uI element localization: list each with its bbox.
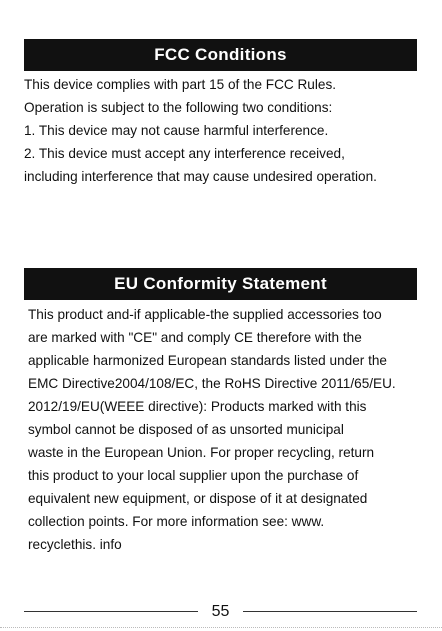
footer-rule-right — [243, 611, 417, 612]
eu-line: This product and-if applicable-the supplied accessories too — [28, 307, 382, 322]
eu-line: collection points. For more information see: www. — [28, 514, 325, 529]
eu-line: applicable harmonized European standards listed under the — [28, 353, 387, 368]
eu-line: symbol cannot be disposed of as unsorted municipal — [28, 422, 344, 437]
eu-line: 2012/19/EU(WEEE directive): Products marked with this — [28, 399, 367, 414]
eu-line: waste in the European Union. For proper recycling, return — [28, 445, 375, 460]
fcc-conditions-text — [24, 73, 377, 188]
fcc-line: 2. This device must accept any interference received, — [24, 146, 345, 161]
eu-conformity-heading — [24, 268, 417, 300]
eu-conformity-title: EU Conformity Statement — [114, 274, 327, 293]
bottom-edge-divider — [0, 627, 442, 628]
fcc-line: including interference that may cause undesired operation. — [24, 169, 377, 184]
footer-rule-left — [24, 611, 198, 612]
fcc-line: Operation is subject to the following two conditions: — [24, 100, 333, 115]
eu-line: equivalent new equipment, or dispose of it at designated — [28, 491, 368, 506]
eu-line: are marked with "CE" and comply CE therefore with the — [28, 330, 362, 345]
fcc-conditions-title: FCC Conditions — [154, 45, 287, 64]
eu-line: EMC Directive2004/108/EC, the RoHS Directive 2011/65/EU. — [28, 376, 396, 391]
eu-line: this product to your local supplier upon the purchase of — [28, 468, 359, 483]
fcc-conditions-heading — [24, 39, 417, 71]
eu-conformity-text — [28, 303, 396, 556]
page-number: 55 — [211, 603, 230, 620]
eu-line: recyclethis. info — [28, 537, 122, 552]
fcc-line: This device complies with part 15 of the FCC Rules. — [24, 77, 337, 92]
fcc-line: 1. This device may not cause harmful interference. — [24, 123, 329, 138]
page-footer — [0, 600, 442, 624]
